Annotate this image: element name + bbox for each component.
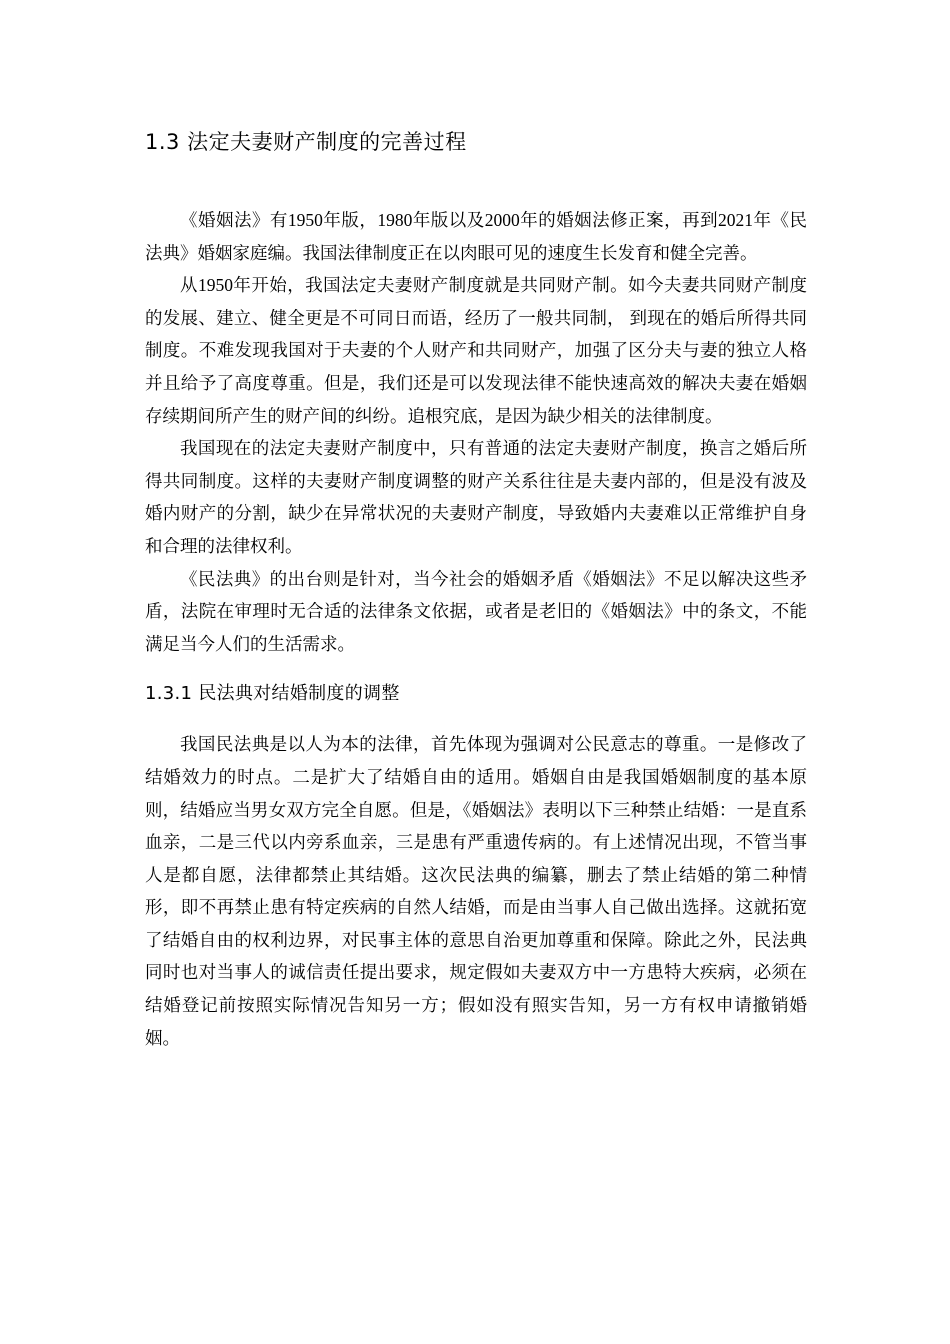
body-paragraph: 从1950年开始，我国法定夫妻财产制度就是共同财产制。如今夫妻共同财产制度的发展、建立、健全更是不可同日而语，经历了一般共同制， 到现在的婚后所得共同制度。不难发现我国对于夫妻的个人财产和共同财产，加强了区分夫与妻的独立人格并且给予了高度尊重。但是，我们还是可以发现法律不能快速高效的解决夫妻在婚姻存续期间所产生的财产间的纠纷。追根究底，是因为缺少相关的法律制度。 — [145, 275, 807, 426]
page-content — [145, 124, 807, 1054]
body-paragraph: 我国现在的法定夫妻财产制度中，只有普通的法定夫妻财产制度，换言之婚后所得共同制度。这样的夫妻财产制度调整的财产关系往往是夫妻内部的，但是没有波及婚内财产的分割，缺少在异常状况的夫妻财产制度，导致婚内夫妻难以正常维护自身和合理的法律权利。 — [145, 438, 807, 556]
section-heading: 1.3 法定夫妻财产制度的完善过程 — [145, 130, 467, 154]
body-paragraph: 《民法典》的出台则是针对，当今社会的婚姻矛盾《婚姻法》不足以解决这些矛盾，法院在审理时无合适的法律条文依据，或者是老旧的《婚姻法》中的条文，不能满足当今人们的生活需求。 — [145, 568, 807, 654]
body-paragraph: 我国民法典是以人为本的法律，首先体现为强调对公民意志的尊重。一是修改了结婚效力的时点。二是扩大了结婚自由的适用。婚姻自由是我国婚姻制度的基本原则，结婚应当男女双方完全自愿。但是，《婚姻法》表明以下三种禁止结婚：一是直系血亲，二是三代以内旁系血亲，三是患有严重遗传病的。有上述情况出现，不管当事人是都自愿，法律都禁止其结婚。这次民法典的编纂，删去了禁止结婚的第二种情形，即不再禁止患有特定疾病的自然人结婚，而是由当事人自己做出选择。这就拓宽了结婚自由的权利边界，对民事主体的意思自治更加尊重和保障。除此之外，民法典同时也对当事人的诚信责任提出要求，规定假如夫妻双方中一方患特大疾病，必须在结婚登记前按照实际情况告知另一方；假如没有照实告知，另一方有权申请撤销婚姻。 — [145, 734, 807, 1048]
subsection-heading: 1.3.1 民法典对结婚制度的调整 — [145, 683, 400, 705]
body-paragraph: 《婚姻法》有1950年版，1980年版以及2000年的婚姻法修正案，再到2021年《民法典》婚姻家庭编。我国法律制度正在以肉眼可见的速度生长发育和健全完善。 — [145, 210, 807, 263]
